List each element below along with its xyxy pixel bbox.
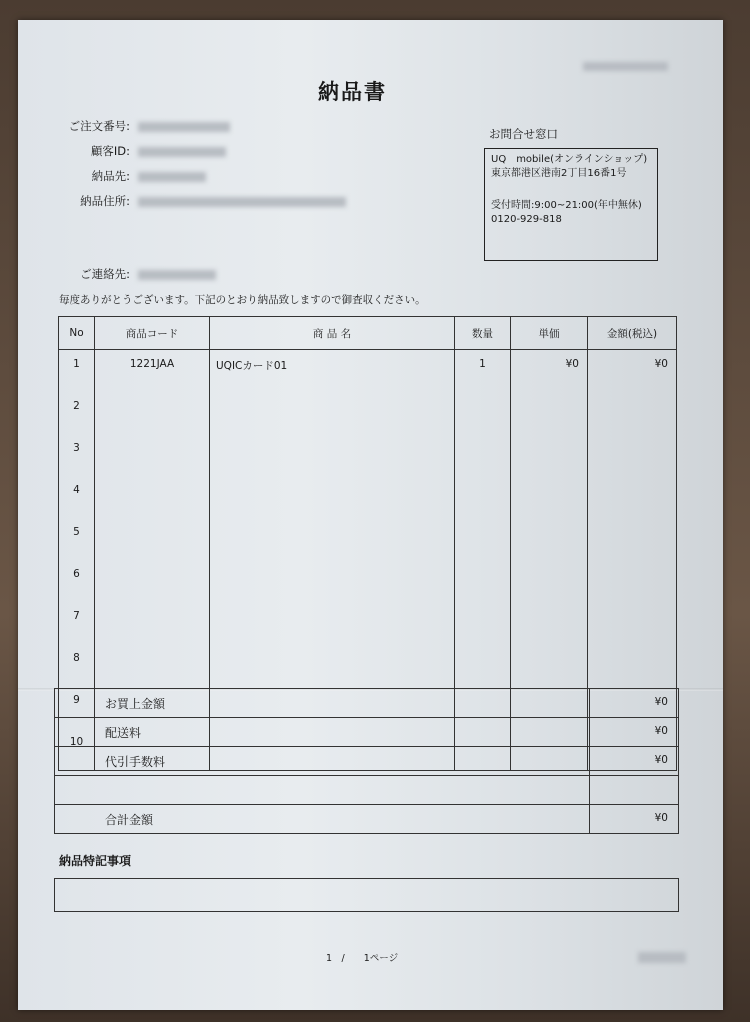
order-number-row: [58, 118, 230, 134]
totals-value: ¥0: [654, 725, 668, 737]
row-no: 9: [59, 686, 95, 728]
totals-row: [55, 688, 678, 717]
totals-row: [55, 746, 678, 775]
row-price: [511, 602, 588, 644]
totals-label: 代引手数料: [105, 755, 166, 769]
row-code: [95, 602, 210, 644]
header-qty: 数量: [455, 317, 511, 350]
table-row: [59, 476, 677, 518]
totals-label: 合計金額: [105, 813, 154, 827]
document-title: 納品書: [318, 80, 387, 104]
redacted-date: [583, 62, 668, 71]
row-amount: ¥0: [588, 350, 677, 393]
recipient-label: 納品先:: [91, 169, 130, 183]
row-no: 3: [59, 434, 95, 476]
row-name: [210, 434, 455, 476]
table-row: [59, 434, 677, 476]
header-code: 商品コード: [95, 317, 210, 350]
header-name: 商 品 名: [210, 317, 455, 350]
row-name: [210, 392, 455, 434]
row-price: [511, 434, 588, 476]
row-code: [95, 644, 210, 686]
contact-tel: 0120-929-818: [491, 214, 562, 225]
row-code: [95, 560, 210, 602]
row-name: UQICカード01: [210, 350, 455, 393]
phone-label: ご連絡先:: [80, 267, 130, 281]
row-amount: [588, 560, 677, 602]
redacted-footer: [638, 952, 686, 963]
row-name: [210, 476, 455, 518]
totals-value: ¥0: [654, 754, 668, 766]
row-no: 5: [59, 518, 95, 560]
customer-id-label: 顧客ID:: [90, 144, 130, 158]
row-price: ¥0: [511, 350, 588, 393]
totals-value: ¥0: [654, 696, 668, 708]
header-price: 単価: [511, 317, 588, 350]
contact-label: お問合せ窓口: [489, 127, 558, 141]
greeting-text: 毎度ありがとうございます。下記のとおり納品致しますので御査収ください。: [59, 294, 426, 306]
totals-label: 配送料: [105, 726, 142, 740]
row-name: [210, 602, 455, 644]
totals-value: ¥0: [654, 812, 668, 824]
table-row: [59, 392, 677, 434]
redacted-phone: [138, 270, 216, 280]
row-qty: [455, 644, 511, 686]
delivery-note-paper: [18, 20, 723, 1010]
table-row: [59, 602, 677, 644]
row-price: [511, 560, 588, 602]
row-qty: [455, 602, 511, 644]
contact-shop: UQ mobile(オンラインショップ): [491, 154, 648, 165]
redacted-order-number: [138, 122, 230, 132]
totals-row: [55, 717, 678, 746]
row-no: 10: [59, 728, 95, 771]
row-qty: [455, 434, 511, 476]
row-qty: [455, 392, 511, 434]
row-name: [210, 518, 455, 560]
totals-row: [55, 775, 678, 804]
totals-label: お買上金額: [105, 697, 166, 711]
row-amount: [588, 392, 677, 434]
page-indicator: 1 / 1ページ: [326, 953, 399, 964]
redacted-customer-id: [138, 147, 226, 157]
customer-id-row: [58, 143, 226, 159]
row-no: 4: [59, 476, 95, 518]
order-number-label: ご注文番号:: [68, 119, 130, 133]
contact-address: 東京都港区港南2丁目16番1号: [491, 168, 627, 179]
table-row: [59, 560, 677, 602]
redacted-address: [138, 197, 346, 207]
row-amount: [588, 476, 677, 518]
totals-row: [55, 804, 678, 833]
redacted-recipient: [138, 172, 206, 182]
row-qty: [455, 560, 511, 602]
notes-label: 納品特記事項: [59, 854, 132, 868]
row-price: [511, 518, 588, 560]
table-row: [59, 350, 677, 393]
contact-hours: 受付時間:9:00~21:00(年中無休): [491, 200, 642, 211]
row-amount: [588, 518, 677, 560]
table-row: [59, 518, 677, 560]
row-code: [95, 392, 210, 434]
header-no: No: [59, 317, 95, 350]
row-name: [210, 560, 455, 602]
phone-row: [58, 266, 216, 282]
row-no: 1: [59, 350, 95, 393]
row-price: [511, 644, 588, 686]
contact-box: [484, 148, 658, 261]
row-code: [95, 518, 210, 560]
row-amount: [588, 602, 677, 644]
row-qty: [455, 518, 511, 560]
row-qty: [455, 476, 511, 518]
table-row: [59, 644, 677, 686]
address-row: [58, 193, 346, 209]
row-price: [511, 392, 588, 434]
row-code: [95, 434, 210, 476]
recipient-row: [58, 168, 206, 184]
row-code: [95, 476, 210, 518]
table-header-row: [59, 317, 677, 350]
address-label: 納品住所:: [80, 194, 130, 208]
row-no: 2: [59, 392, 95, 434]
row-name: [210, 644, 455, 686]
header-amount: 金額(税込): [588, 317, 677, 350]
row-code: 1221JAA: [95, 350, 210, 393]
row-qty: 1: [455, 350, 511, 393]
row-no: 6: [59, 560, 95, 602]
row-price: [511, 476, 588, 518]
row-no: 8: [59, 644, 95, 686]
row-amount: [588, 644, 677, 686]
row-amount: [588, 434, 677, 476]
notes-box: [54, 878, 679, 912]
row-no: 7: [59, 602, 95, 644]
totals-section: [54, 688, 679, 834]
